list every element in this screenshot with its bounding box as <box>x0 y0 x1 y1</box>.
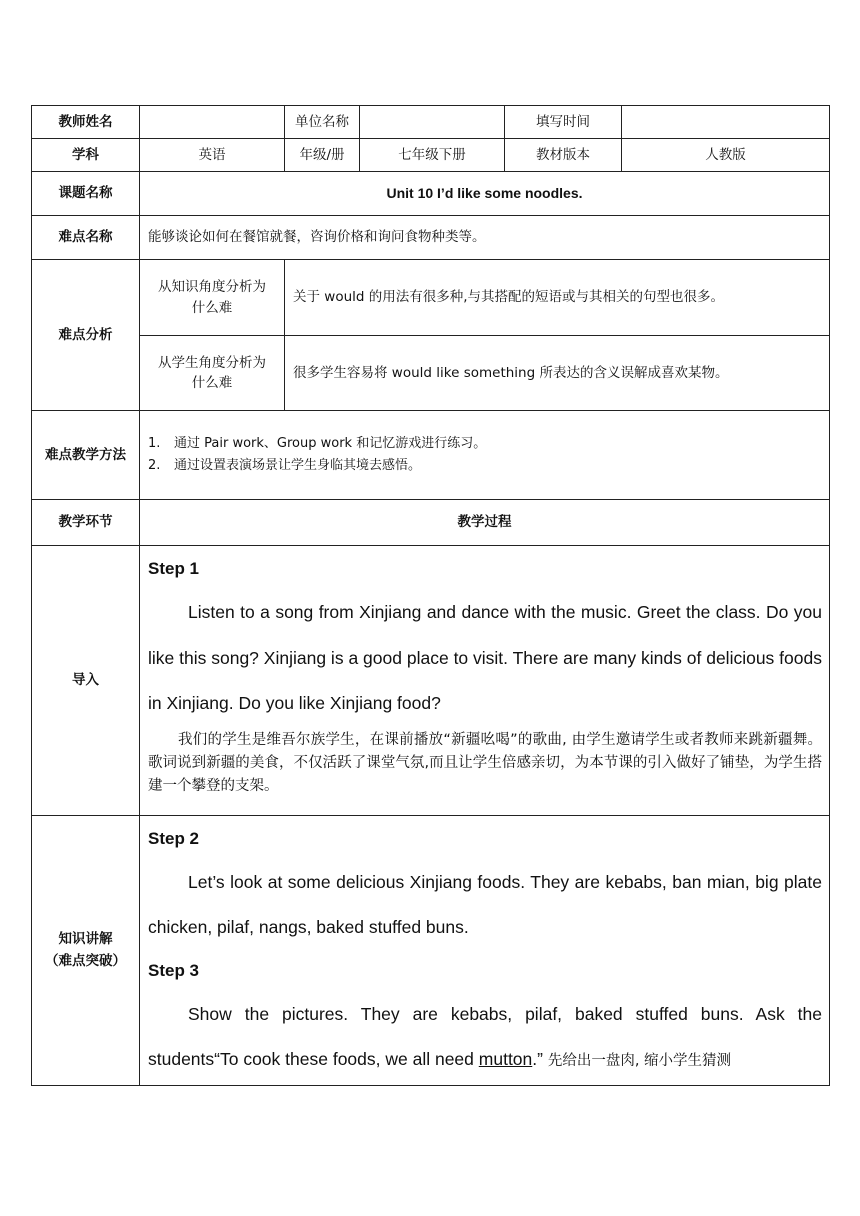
knowledge-label <box>32 816 140 1086</box>
mutton-underlined: mutton <box>478 1049 533 1069</box>
process-header-row <box>32 500 830 546</box>
knowledge-label-line2: （难点突破） <box>45 952 126 969</box>
topic-label: 课题名称 <box>32 172 140 216</box>
knowledge-content <box>140 816 830 1086</box>
method-item: 2. 通过设置表演场景让学生身临其境去感悟。 <box>148 458 422 473</box>
teacher-name-value <box>140 106 285 139</box>
grade-value: 七年级下册 <box>360 139 505 172</box>
subject-value: 英语 <box>140 139 285 172</box>
analysis-row-student <box>32 336 830 411</box>
topic-row <box>32 172 830 216</box>
knowledge-row <box>32 816 830 1086</box>
lesson-plan-table <box>31 105 830 1086</box>
edition-label: 教材版本 <box>505 139 622 172</box>
knowledge-angle-value: 关于 would 的用法有很多种,与其搭配的短语或与其相关的句型也很多。 <box>285 260 830 336</box>
stage-header: 教学环节 <box>32 500 140 546</box>
unit-value <box>360 106 505 139</box>
subject-label: 学科 <box>32 139 140 172</box>
unit-label: 单位名称 <box>285 106 360 139</box>
grade-label: 年级/册 <box>285 139 360 172</box>
analysis-label: 难点分析 <box>32 260 140 411</box>
method-label: 难点教学方法 <box>32 411 140 500</box>
difficulty-row <box>32 216 830 260</box>
student-angle-label: 从学生角度分析为什么难 <box>140 336 285 411</box>
topic-value: Unit 10 I’d like some noodles. <box>140 172 830 216</box>
step1-chinese: 我们的学生是维吾尔族学生，在课前播放“新疆吆喝”的歌曲, 由学生邀请学生或者教师来跳新疆舞。歌词说到新疆的美食，不仅活跃了课堂气氛,而且让学生倍感亲切，为本节课的引入做好了铺垫，为学生搭建一个攀登的支架。 <box>148 731 822 794</box>
knowledge-label-line1: 知识讲解 <box>58 930 113 947</box>
step3-text: Show the pictures. They are kebabs, pilaf, baked stuffed buns. Ask the students“To cook these foods, we all need mutton.” 先给出一盘肉, 缩小学生猜测 <box>148 1004 822 1069</box>
method-list <box>140 433 829 477</box>
step1-english: Listen to a song from Xinjiang and dance with the music. Greet the class. Do you like this song? Xinjiang is a good place to visit. There are many kinds of delicious foods in Xinjiang. Do you like Xinjiang food? <box>148 602 822 713</box>
step1-title: Step 1 <box>148 559 200 578</box>
difficulty-value: 能够谈论如何在餐馆就餐，咨询价格和询问食物种类等。 <box>140 216 830 260</box>
step2-title: Step 2 <box>148 829 200 848</box>
analysis-row-knowledge <box>32 260 830 336</box>
date-label: 填写时间 <box>505 106 622 139</box>
process-header: 教学过程 <box>140 500 830 546</box>
difficulty-label: 难点名称 <box>32 216 140 260</box>
method-content <box>140 411 830 500</box>
subject-row <box>32 139 830 172</box>
date-value <box>622 106 830 139</box>
intro-content <box>140 546 830 816</box>
step3-title: Step 3 <box>148 961 200 980</box>
method-item: 1. 通过 Pair work、Group work 和记忆游戏进行练习。 <box>148 436 487 451</box>
intro-label: 导入 <box>32 546 140 816</box>
header-row <box>32 106 830 139</box>
step2-text: Let’s look at some delicious Xinjiang foods. They are kebabs, ban mian, big plate chicken, pilaf, nangs, baked stuffed buns. <box>148 872 822 937</box>
intro-row <box>32 546 830 816</box>
teacher-name-label: 教师姓名 <box>32 106 140 139</box>
knowledge-angle-label: 从知识角度分析为什么难 <box>140 260 285 336</box>
method-row <box>32 411 830 500</box>
edition-value: 人教版 <box>622 139 830 172</box>
student-angle-value: 很多学生容易将 would like something 所表达的含义误解成喜欢某物。 <box>285 336 830 411</box>
